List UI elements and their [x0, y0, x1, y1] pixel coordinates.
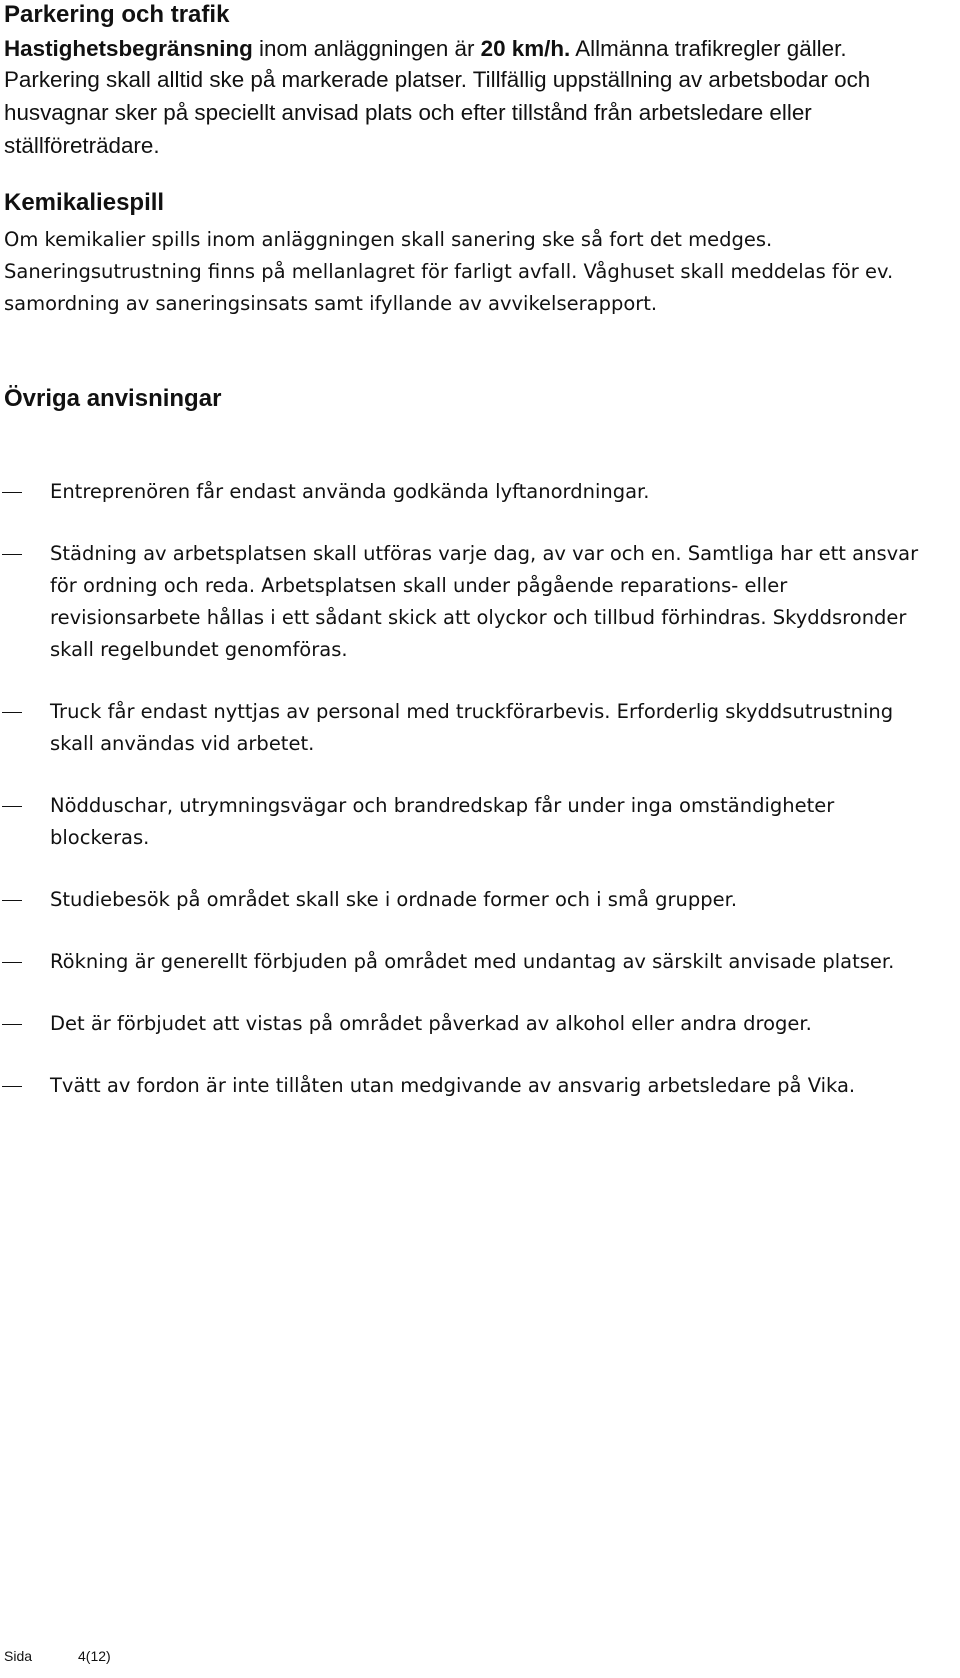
dash-bullet-icon	[2, 492, 22, 493]
list-item-text: Truck får endast nyttjas av personal med truckförarbevis. Erforderlig skyddsutrustning skall användas vid arbetet.	[50, 700, 894, 755]
list-item	[0, 946, 920, 978]
parking-paragraph: Parkering skall alltid ske på markerade platser. Tillfällig uppställning av arbetsbodar och husvagnar sker på speciellt anvisad plats och efter tillstånd från arbetsledare eller ställföreträdare.	[4, 67, 871, 158]
list-item	[0, 476, 920, 508]
list-item-text: Det är förbjudet att vistas på området påverkad av alkohol eller andra droger.	[50, 1012, 812, 1035]
list-item	[0, 884, 920, 916]
list-item	[0, 1070, 920, 1102]
footer-label: Sida	[4, 1648, 33, 1664]
list-item-text: Studiebesök på området skall ske i ordnade former och i små grupper.	[50, 888, 738, 911]
list-item	[0, 790, 920, 854]
heading-parking: Parkering och trafik	[4, 1, 230, 28]
speed-limit-label: Hastighetsbegränsning	[4, 36, 253, 61]
list-item-text: Entreprenören får endast använda godkända lyftanordningar.	[50, 480, 650, 503]
instructions-list	[0, 476, 960, 1102]
traffic-rules-text: Allmänna trafikregler gäller.	[570, 36, 847, 61]
list-item	[0, 1008, 920, 1040]
chemical-spill-paragraph: Om kemikalier spills inom anläggningen skall sanering ske så fort det medges. Saneringsutrustning finns på mellanlagret för farligt avfall. Våghuset skall meddelas för ev. samordning av saneringsinsats samt ifyllande av avvikelserapport.	[4, 228, 894, 315]
list-item-text: Rökning är generellt förbjuden på området med undantag av särskilt anvisade platser.	[50, 950, 895, 973]
list-item-text: Tvätt av fordon är inte tillåten utan medgivande av ansvarig arbetsledare på Vika.	[50, 1074, 856, 1097]
dash-bullet-icon	[2, 900, 22, 901]
speed-limit-paragraph	[4, 32, 944, 65]
page-number: 4(12)	[78, 1648, 111, 1664]
dash-bullet-icon	[2, 554, 22, 555]
dash-bullet-icon	[2, 806, 22, 807]
page-footer	[4, 1647, 111, 1665]
dash-bullet-icon	[2, 1086, 22, 1087]
dash-bullet-icon	[2, 1024, 22, 1025]
list-item-text: Nödduschar, utrymningsvägar och brandredskap får under inga omständigheter blockeras.	[50, 794, 835, 849]
list-item-text: Städning av arbetsplatsen skall utföras varje dag, av var och en. Samtliga har ett ansvar för ordning och reda. Arbetsplatsen skall under pågående reparations- eller revisionsarbete hållas i ett sådant skick att olyckor och tillbud förhindras. Skyddsronder skall regelbundet genomföras.	[50, 542, 919, 661]
heading-other-instructions: Övriga anvisningar	[4, 385, 222, 412]
speed-limit-text: inom anläggningen är	[252, 36, 481, 61]
list-item	[0, 696, 920, 760]
speed-limit-value: 20 km/h.	[480, 36, 571, 61]
dash-bullet-icon	[2, 712, 22, 713]
list-item	[0, 538, 920, 666]
heading-chemical-spill: Kemikaliespill	[4, 189, 165, 216]
dash-bullet-icon	[2, 962, 22, 963]
